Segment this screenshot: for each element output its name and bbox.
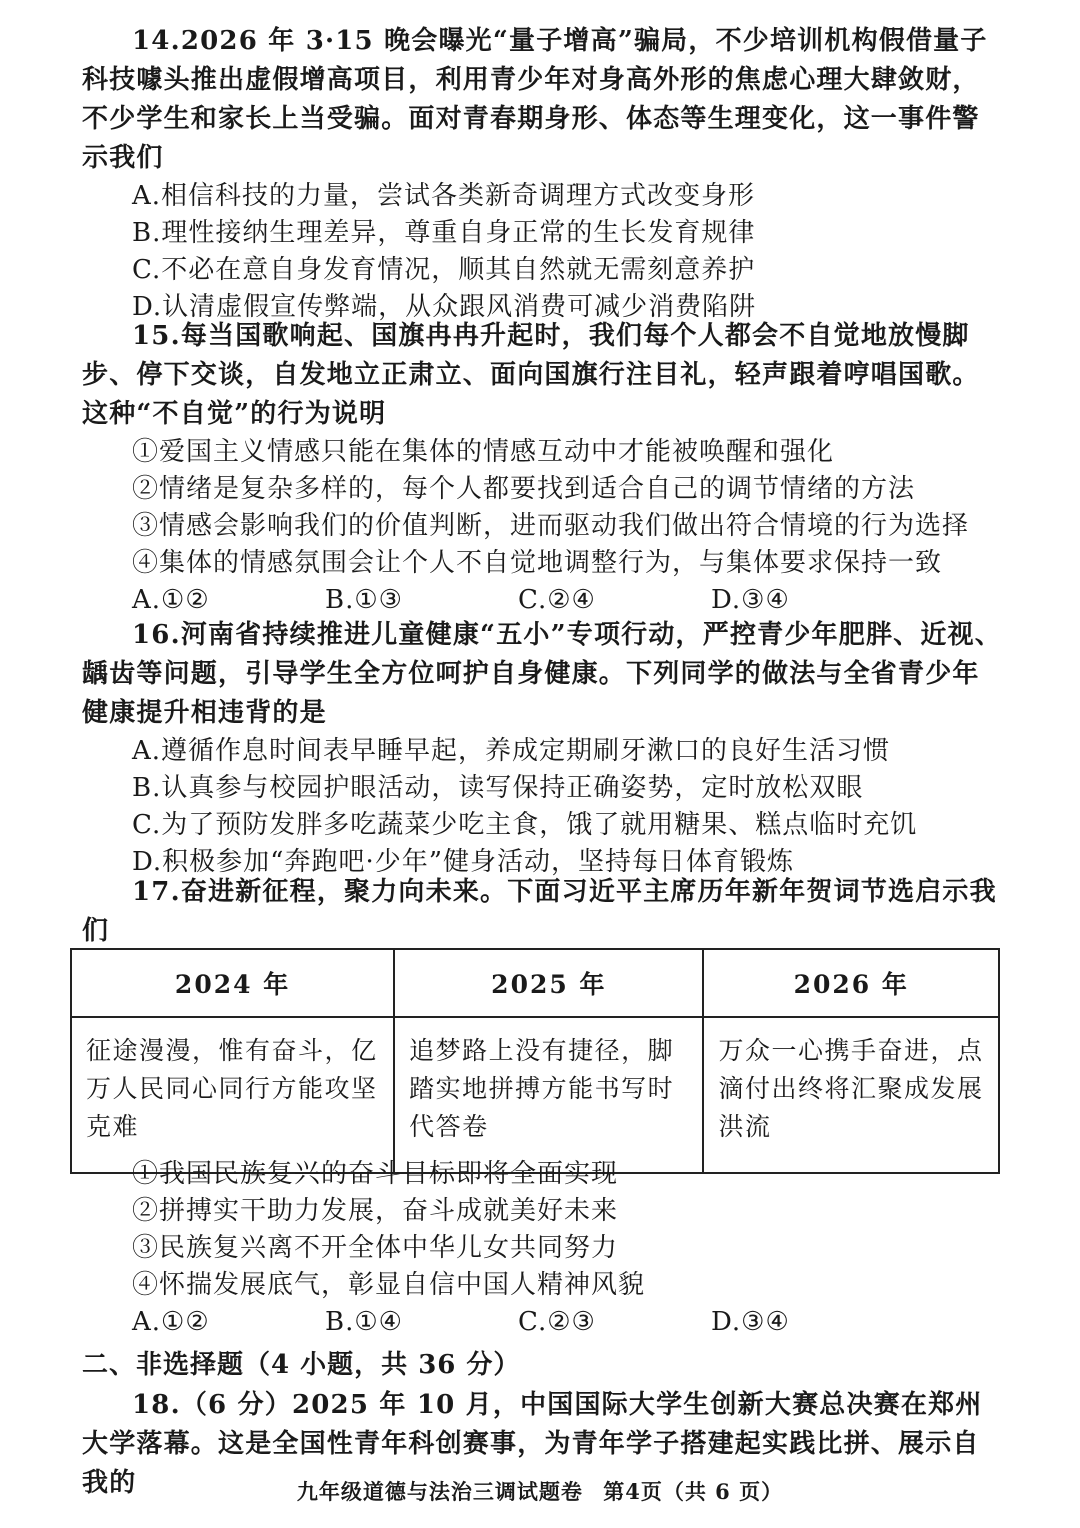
table-row (71, 1017, 999, 1173)
question-17-statement-3: ③民族复兴离不开全体中华儿女共同努力 (132, 1233, 619, 1263)
question-15-statement-2: ②情绪是复杂多样的，每个人都要找到适合自己的调节情绪的方法 (132, 474, 916, 504)
question-17-choices (82, 1304, 1002, 1341)
question-17-statement-1: ①我国民族复兴的奋斗目标即将全面实现 (132, 1159, 619, 1189)
question-16-option-d: D.积极参加“奔跑吧·少年”健身活动，坚持每日体育锻炼 (132, 847, 795, 877)
section-heading-non-choice: 二、非选择题（4 小题，共 36 分） (82, 1350, 521, 1380)
table-header-2026: 2026 年 (703, 949, 999, 1017)
table-cell-2026: 万众一心携手奋进，点滴付出终将汇聚成发展洪流 (703, 1017, 999, 1173)
question-14-stem: 14.2026 年 3·15 晚会曝光“量子增高”骗局，不少培训机构假借量子科技噱头推出虚假增高项目，利用青少年对身高外形的焦虑心理大肆敛财，不少学生和家长上当受骗。面对青春期身形、体态等生理变化，这一事件警示我们 (82, 26, 988, 173)
question-17 (82, 873, 1002, 951)
question-17-choice-d: D.③④ (711, 1307, 790, 1337)
question-15-statement-4: ④集体的情感氛围会让个人不自觉地调整行为，与集体要求保持一致 (132, 548, 943, 578)
table-cell-2024: 征途漫漫，惟有奋斗，亿万人民同心同行方能攻坚克难 (71, 1017, 394, 1173)
question-15-choice-a: A.①② (132, 585, 210, 615)
question-16-option-c: C.为了预防发胖多吃蔬菜少吃主食，饿了就用糖果、糕点临时充饥 (132, 810, 918, 840)
question-17-statements (82, 1156, 1002, 1341)
question-16-option-b: B.认真参与校园护眼活动，读写保持正确姿势，定时放松双眼 (132, 773, 864, 803)
question-18-stem: 18.（6 分）2025 年 10 月，中国国际大学生创新大赛总决赛在郑州大学落幕。这是全国性青年科创赛事，为青年学子搭建起实践比拼、展示自我的 (82, 1390, 983, 1498)
table-header-2024: 2024 年 (71, 949, 394, 1017)
question-17-statement-4: ④怀揣发展底气，彰显自信中国人精神风貌 (132, 1270, 646, 1300)
question-15-choice-d: D.③④ (711, 585, 790, 615)
question-14-option-c: C.不必在意自身发育情况，顺其自然就无需刻意养护 (132, 255, 756, 285)
question-17-choice-b: B.①④ (325, 1307, 403, 1337)
question-15-choice-b: B.①③ (325, 585, 403, 615)
question-17-stem: 17.奋进新征程，聚力向未来。下面习近平主席历年新年贺词节选启示我们 (82, 877, 997, 946)
question-16-stem: 16.河南省持续推进儿童健康“五小”专项行动，严控青少年肥胖、近视、龋齿等问题，引导学生全方位呵护自身健康。下列同学的做法与全省青少年健康提升相违背的是 (82, 620, 1002, 728)
footer-page-number: 第4页（共 6 页） (603, 1479, 784, 1504)
question-17-choice-a: A.①② (132, 1307, 210, 1337)
question-15-statement-1: ①爱国主义情感只能在集体的情感互动中才能被唤醒和强化 (132, 437, 835, 467)
question-14-option-b: B.理性接纳生理差异，尊重自身正常的生长发育规律 (132, 218, 756, 248)
question-15-stem: 15.每当国歌响起、国旗冉冉升起时，我们每个人都会不自觉地放慢脚步、停下交谈，自发地立正肃立、面向国旗行注目礼，轻声跟着哼唱国歌。这种“不自觉”的行为说明 (82, 321, 980, 429)
question-14 (82, 22, 1002, 326)
question-16 (82, 616, 1002, 881)
question-14-option-a: A.相信科技的力量，尝试各类新奇调理方式改变身形 (132, 181, 756, 211)
table-header-2025: 2025 年 (394, 949, 703, 1017)
question-17-statement-2: ②拼搏实干助力发展，奋斗成就美好未来 (132, 1196, 619, 1226)
table-cell-2025: 追梦路上没有捷径，脚踏实地拼搏方能书写时代答卷 (394, 1017, 703, 1173)
question-15-statement-3: ③情感会影响我们的价值判断，进而驱动我们做出符合情境的行为选择 (132, 511, 970, 541)
new-year-address-table (70, 948, 1000, 1174)
question-16-option-a: A.遵循作息时间表早睡早起，养成定期刷牙漱口的良好生活习惯 (132, 736, 891, 766)
footer-exam-title: 九年级道德与法治三调试题卷 (296, 1479, 583, 1504)
page-footer (0, 1476, 1080, 1506)
question-15-choices (82, 582, 1002, 619)
table-header-row (71, 949, 999, 1017)
question-17-choice-c: C.②③ (518, 1307, 596, 1337)
question-14-option-d: D.认清虚假宣传弊端，从众跟风消费可减少消费陷阱 (132, 292, 757, 322)
question-15-choice-c: C.②④ (518, 585, 596, 615)
question-15 (82, 317, 1002, 619)
